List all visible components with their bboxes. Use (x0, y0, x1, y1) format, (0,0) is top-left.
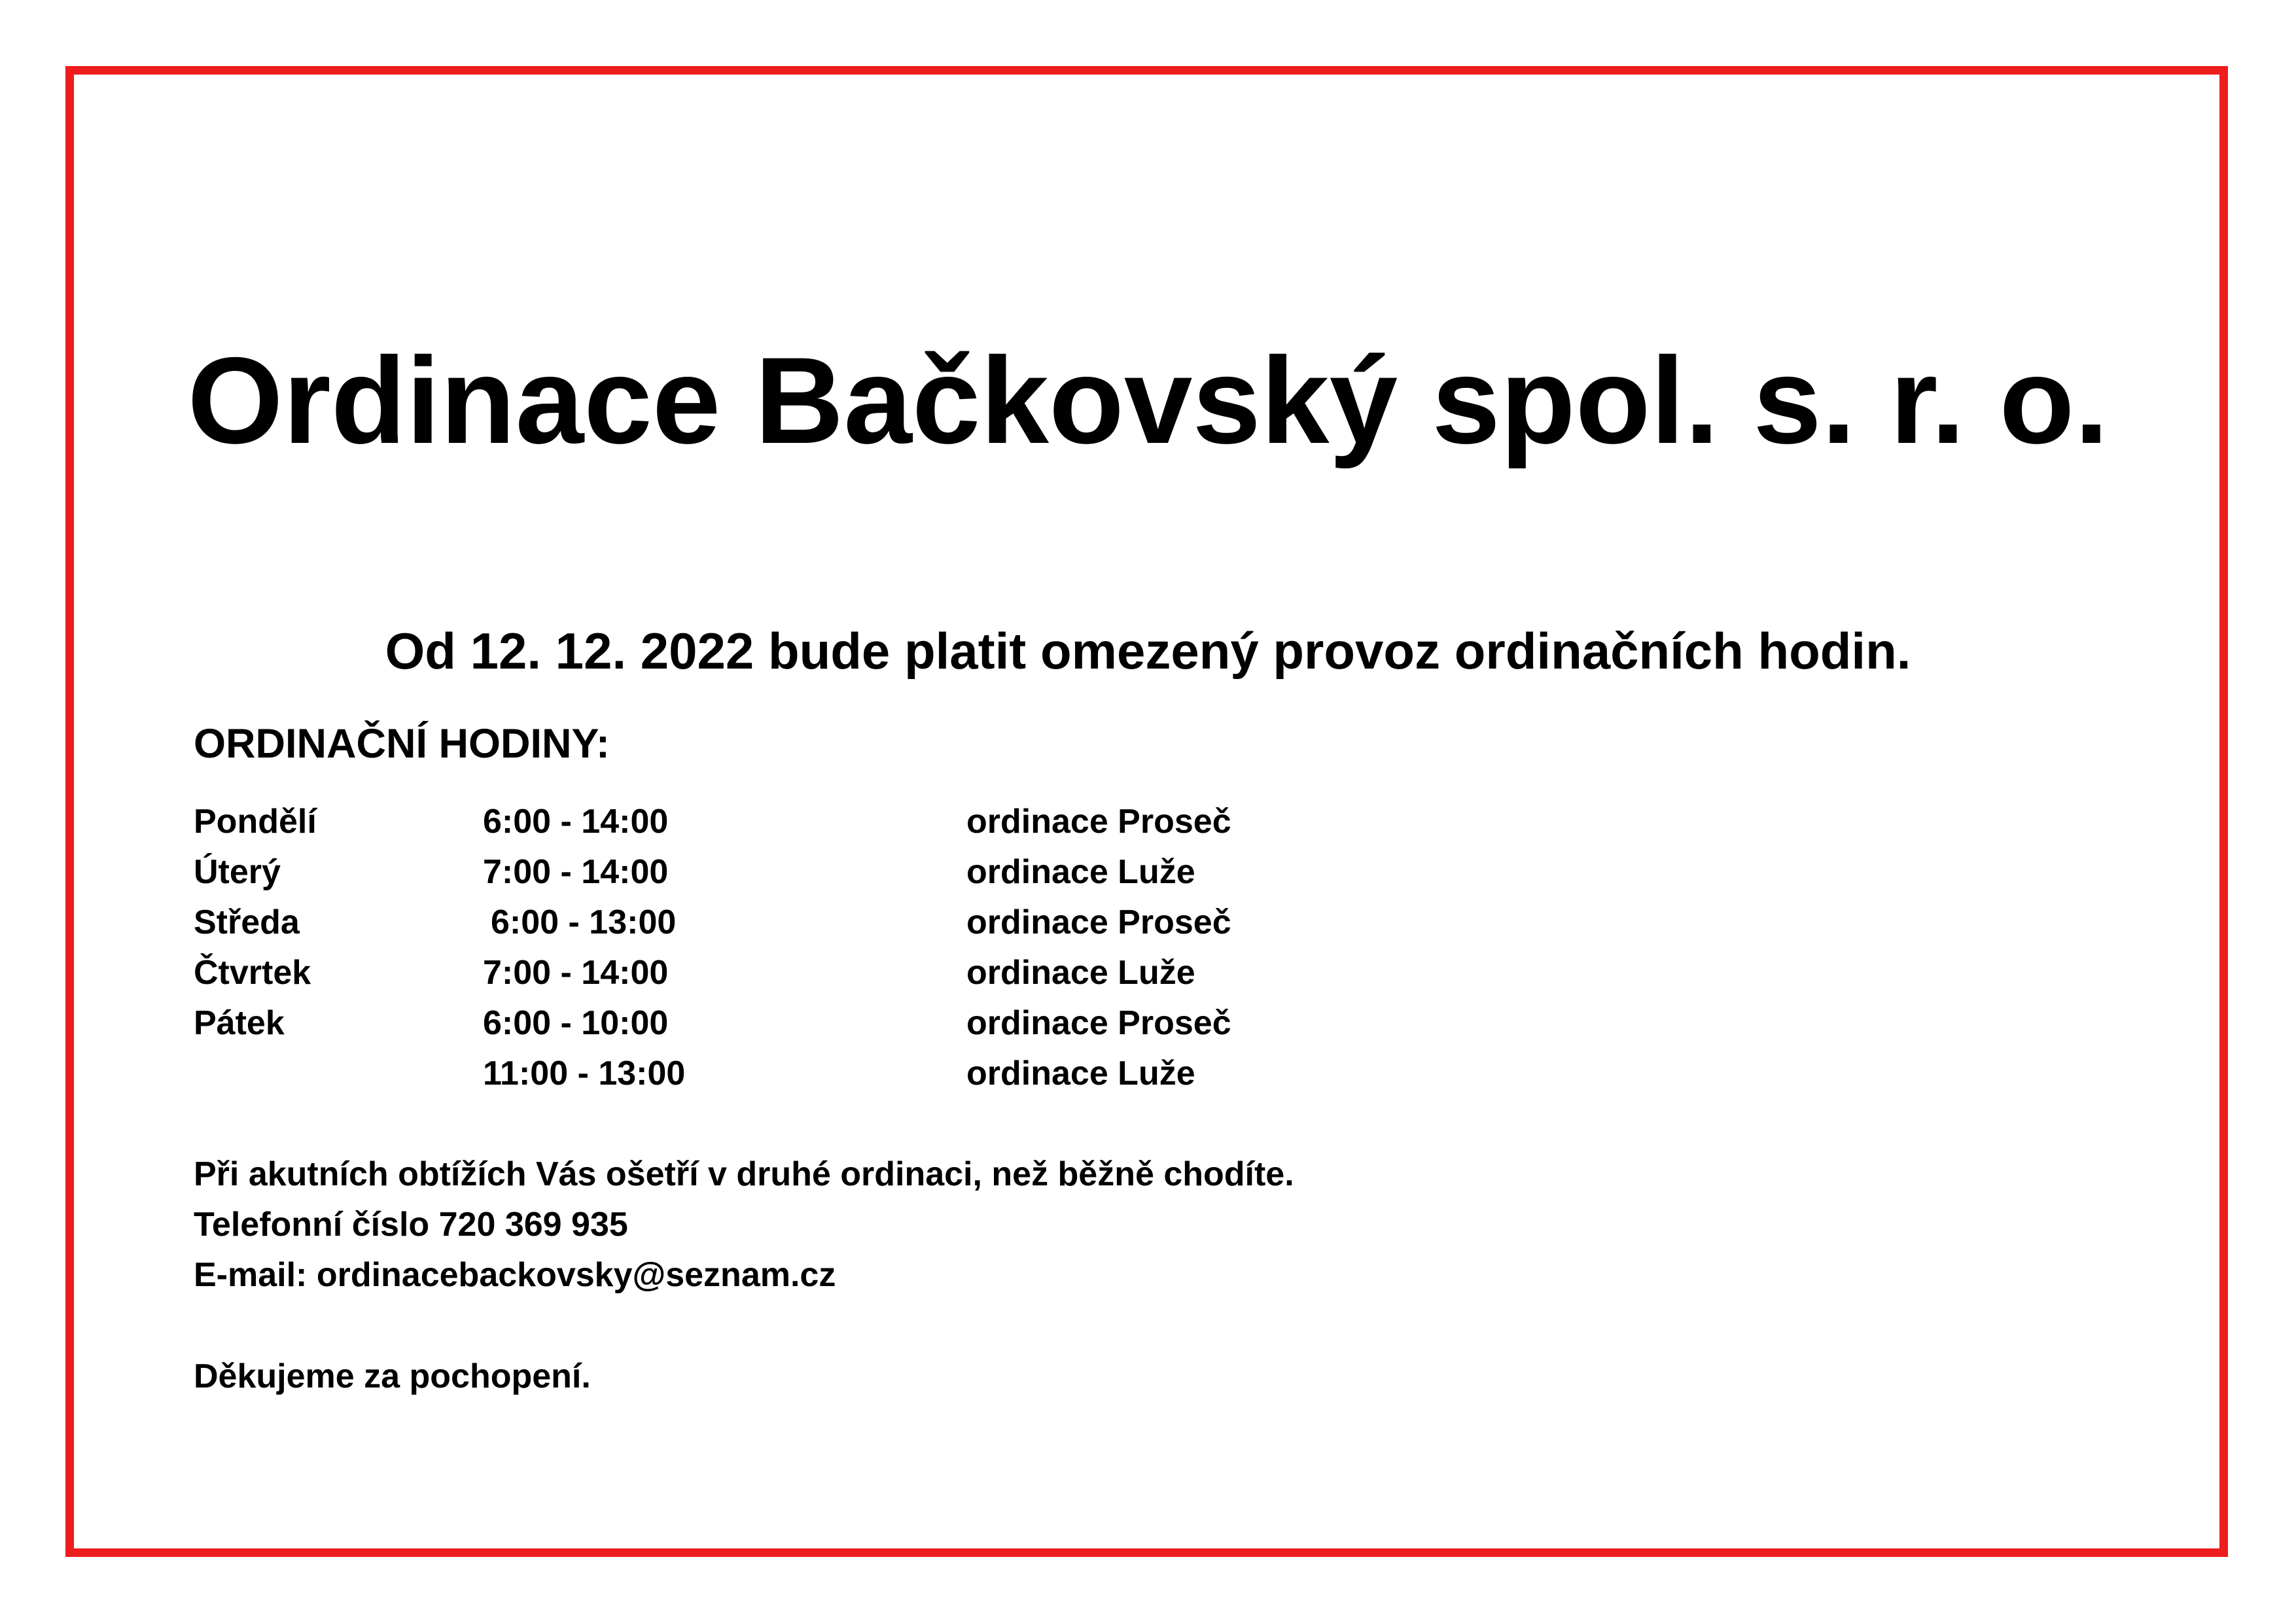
schedule-table (194, 797, 1502, 1099)
schedule-place: ordinace Luže (966, 853, 1195, 891)
schedule-place: ordinace Luže (966, 1055, 1195, 1092)
schedule-time: 7:00 - 14:00 (483, 853, 669, 891)
document-title: Ordinace Bačkovský spol. s. r. o. (187, 332, 2109, 469)
schedule-day: Úterý (194, 853, 281, 891)
phone-number: Telefonní číslo 720 369 935 (194, 1206, 628, 1244)
schedule-row (194, 847, 1502, 898)
schedule-time: 6:00 - 13:00 (491, 903, 677, 941)
schedule-time: 7:00 - 14:00 (483, 954, 669, 992)
schedule-row (194, 998, 1502, 1049)
notice-text: Od 12. 12. 2022 bude platit omezený provoz ordinačních hodin. (385, 622, 1911, 680)
opening-hours-heading: ORDINAČNÍ HODINY: (194, 721, 610, 767)
schedule-place: ordinace Proseč (966, 803, 1231, 841)
acute-care-note: Při akutních obtížích Vás ošetří v druhé ordinaci, než běžně chodíte. (194, 1155, 1294, 1193)
schedule-row (194, 797, 1502, 847)
thanks-note: Děkujeme za pochopení. (194, 1357, 591, 1395)
schedule-time: 11:00 - 13:00 (483, 1055, 686, 1092)
schedule-time: 6:00 - 14:00 (483, 803, 669, 841)
schedule-place: ordinace Luže (966, 954, 1195, 992)
email-address: E-mail: ordinacebackovsky@seznam.cz (194, 1256, 836, 1294)
schedule-place: ordinace Proseč (966, 1004, 1231, 1042)
schedule-day: Středa (194, 903, 300, 941)
schedule-day: Pondělí (194, 803, 317, 841)
schedule-day: Čtvrtek (194, 954, 311, 992)
contact-info (194, 1149, 1294, 1300)
schedule-row (194, 898, 1502, 948)
schedule-place: ordinace Proseč (966, 903, 1231, 941)
schedule-row (194, 948, 1502, 998)
schedule-day: Pátek (194, 1004, 285, 1042)
schedule-time: 6:00 - 10:00 (483, 1004, 669, 1042)
schedule-row (194, 1049, 1502, 1099)
